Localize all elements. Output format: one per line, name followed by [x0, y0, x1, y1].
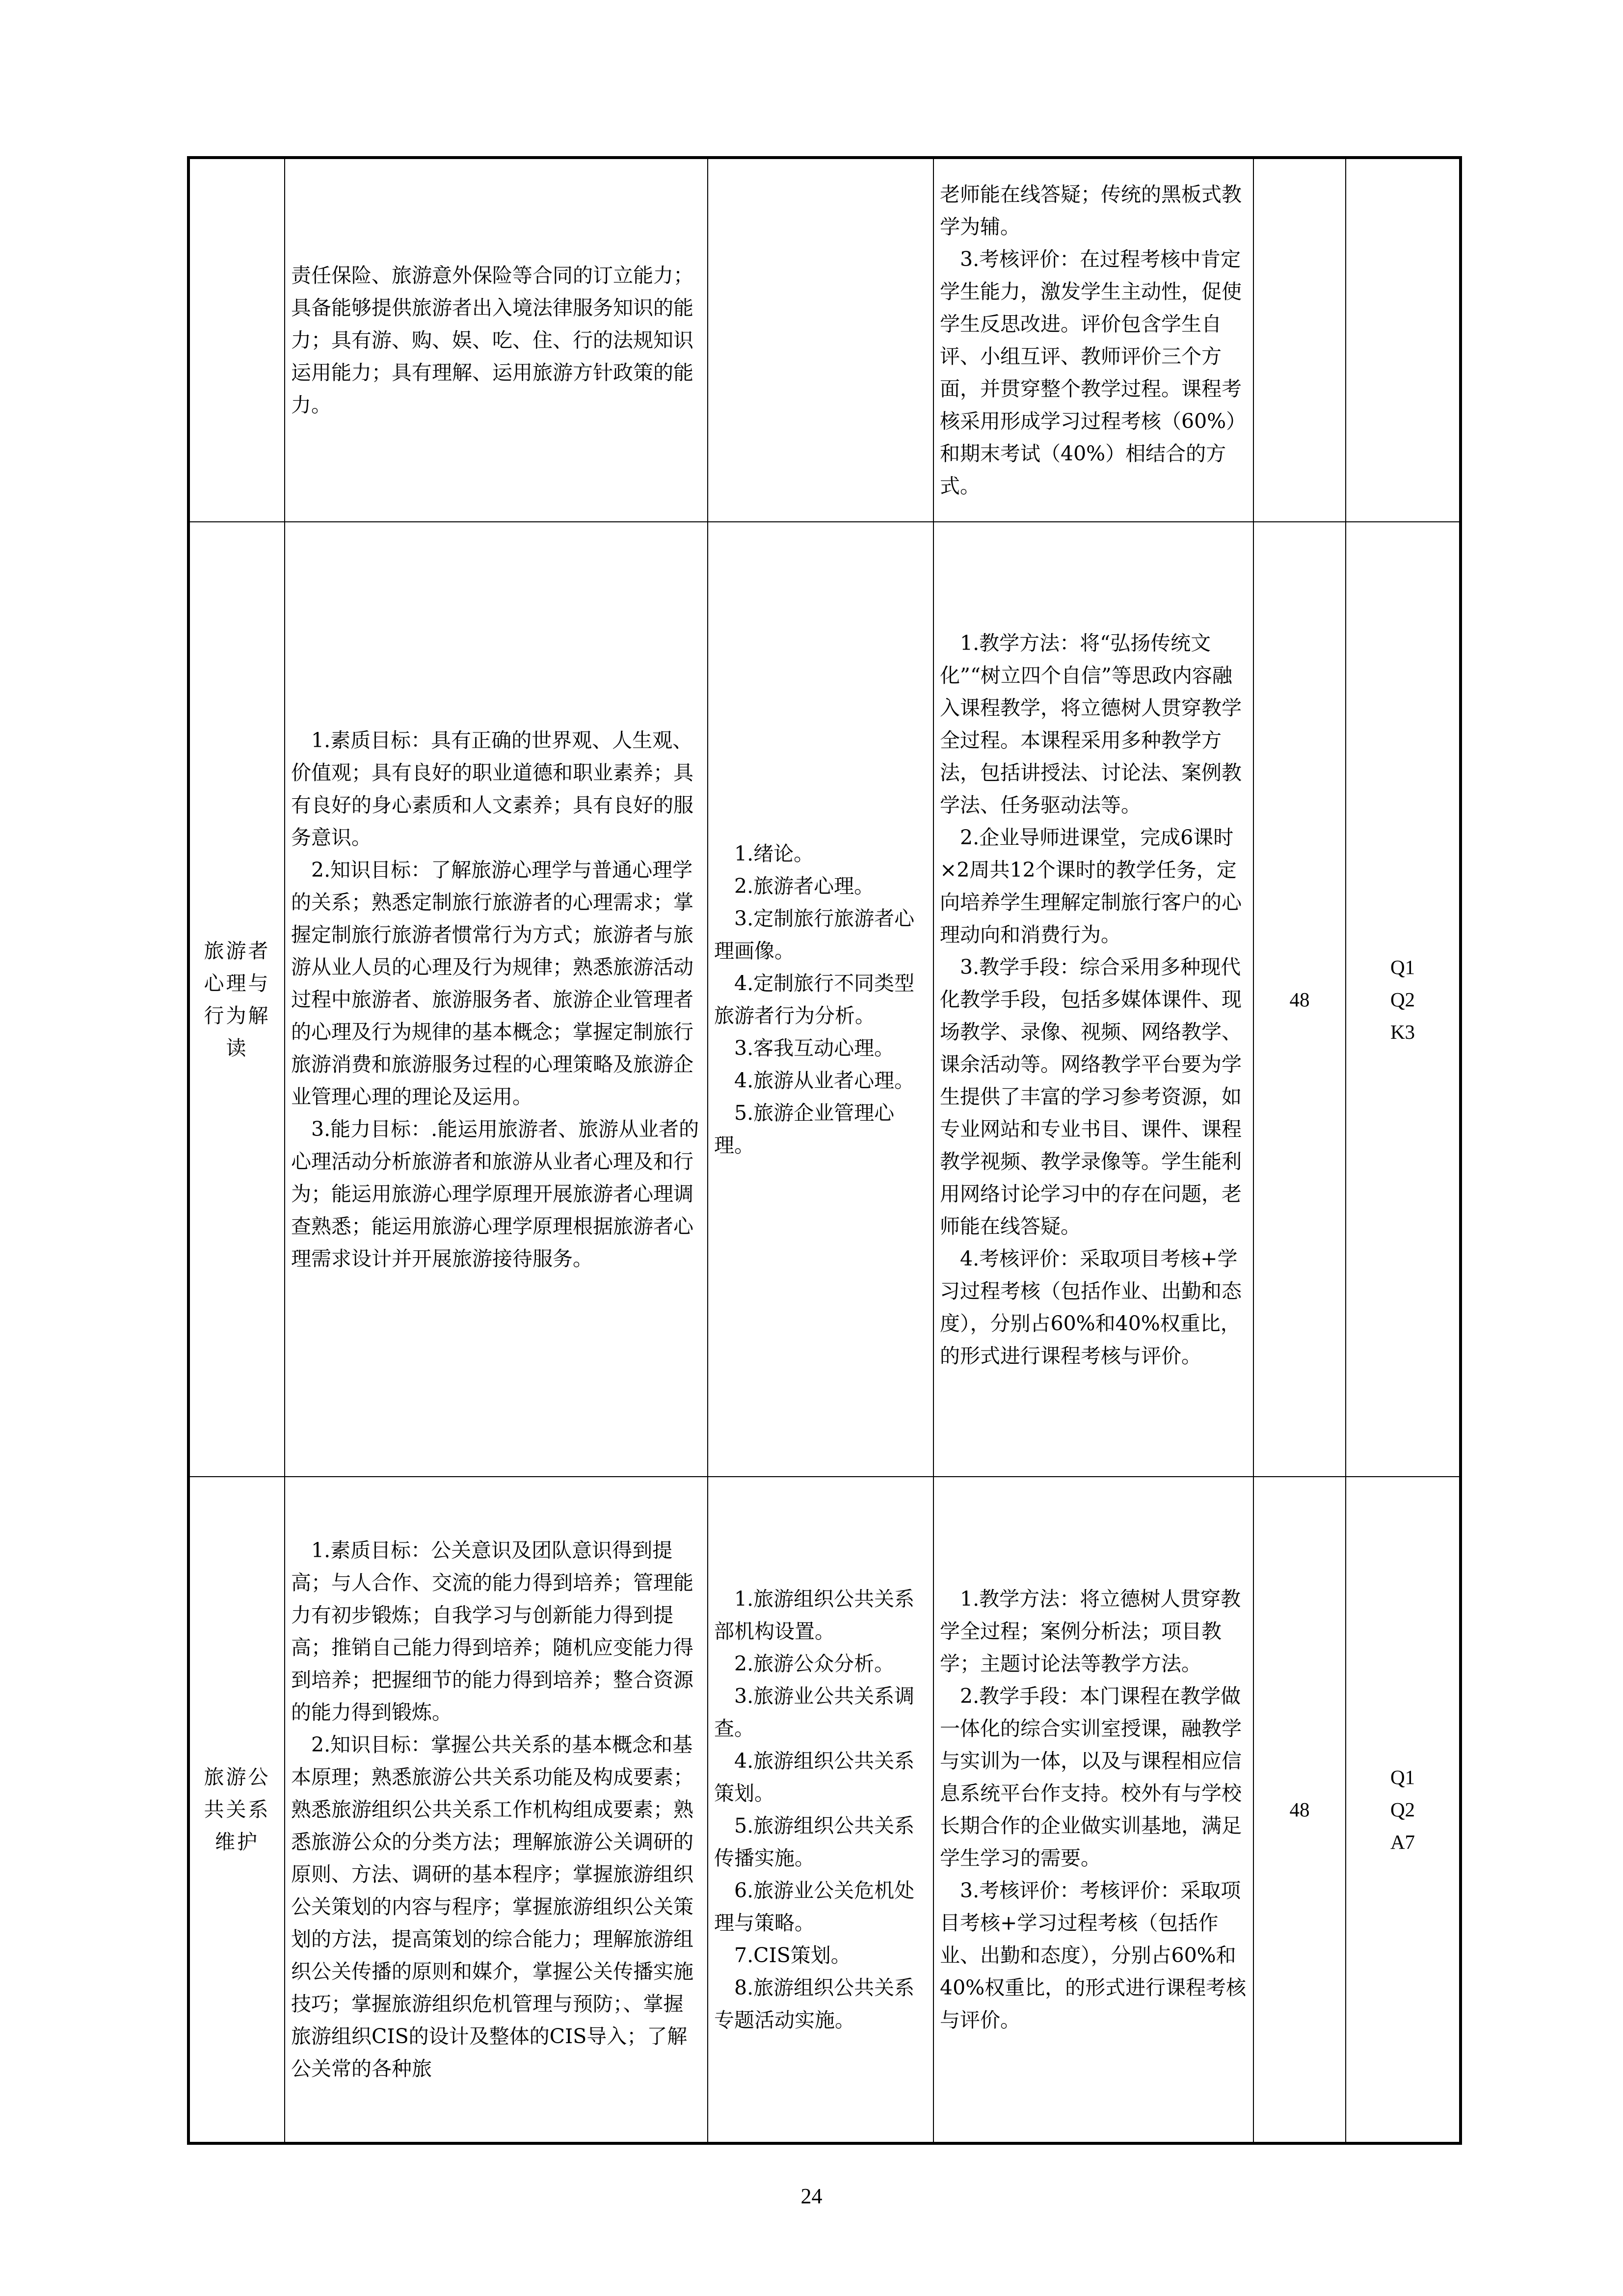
course-name-cell: [188, 158, 285, 522]
course-goals-cell: 1.素质目标：公关意识及团队意识得到提高；与人合作、交流的能力得到培养；管理能力有初步锻炼；自我学习与创新能力得到提高；推销自己能力得到培养；随机应变能力得到培养；把握细节的能力得到培养；整合资源的能力得到锻炼。 2.知识目标：掌握公共关系的基本概念和基本原理；熟悉旅游公共关系功能及构成要素；熟悉旅游组织公共关系工作机构组成要素；熟悉旅游公众的分类方法；理解旅游公关调研的原则、方法、调研的基本程序；掌握旅游组织公关策划的内容与程序；掌握旅游组织公关策划的方法，提高策划的综合能力；理解旅游组织公关传播的原则和媒介，掌握公关传播实施技巧；掌握旅游组织危机管理与预防；、掌握旅游组织CIS的设计及整体的CIS导入；了解公关常的各种旅: [285, 1477, 708, 2143]
hours-cell: 48: [1253, 522, 1346, 1477]
teaching-requirements-cell: 1.教学方法：将立德树人贯穿教学全过程；案例分析法；项目教学；主题讨论法等教学方法。 2.教学手段：本门课程在教学做一体化的综合实训室授课，融教学与实训为一体，以及与课程相应信息系统平台作支持。校外有与学校长期合作的企业做实训基地，满足学生学习的需要。 3.考核评价：考核评价：采取项目考核+学习过程考核（包括作业、出勤和态度），分别占60%和40%权重比，的形式进行课程考核与评价。: [933, 1477, 1253, 2143]
hours-cell: 48: [1253, 1477, 1346, 2143]
course-content-cell: [708, 158, 933, 522]
page-number: 24: [800, 2184, 823, 2208]
course-content-cell: 1.绪论。 2.旅游者心理。 3.定制旅行旅游者心理画像。 4.定制旅行不同类型旅游者行为分析。 3.客我互动心理。 4.旅游从业者心理。 5.旅游企业管理心理。: [708, 522, 933, 1477]
table-row-public-relations: [188, 1477, 1461, 2143]
course-name-cell: 旅游公共关系维护: [188, 1477, 285, 2143]
ability-codes-cell: Q1 Q2 A7: [1346, 1477, 1461, 2143]
course-goals-cell: 责任保险、旅游意外保险等合同的订立能力；具备能够提供旅游者出入境法律服务知识的能力；具有游、购、娱、吃、住、行的法规知识运用能力；具有理解、运用旅游方针政策的能力。: [285, 158, 708, 522]
table-row-tourist-psychology: [188, 522, 1461, 1477]
course-content-cell: 1.旅游组织公共关系部机构设置。 2.旅游公众分析。 3.旅游业公共关系调查。 4.旅游组织公共关系策划。 5.旅游组织公共关系传播实施。 6.旅游业公关危机处理与策略。 7.CIS策划。 8.旅游组织公共关系专题活动实施。: [708, 1477, 933, 2143]
course-name-cell: 旅游者心理与行为解读: [188, 522, 285, 1477]
teaching-requirements-cell: 1.教学方法：将“弘扬传统文化”“树立四个自信”等思政内容融入课程教学，将立德树人贯穿教学全过程。本课程采用多种教学方法，包括讲授法、讨论法、案例教学法、任务驱动法等。 2.企业导师进课堂，完成6课时×2周共12个课时的教学任务，定向培养学生理解定制旅行客户的心理动向和消费行为。 3.教学手段：综合采用多种现代化教学手段，包括多媒体课件、现场教学、录像、视频、网络教学、课余活动等。网络教学平台要为学生提供了丰富的学习参考资源，如专业网站和专业书目、课件、课程教学视频、教学录像等。学生能利用网络讨论学习中的存在问题，老师能在线答疑。 4.考核评价：采取项目考核+学习过程考核（包括作业、出勤和态度），分别占60%和40%权重比，的形式进行课程考核与评价。: [933, 522, 1253, 1477]
course-syllabus-table: [187, 156, 1462, 2145]
ability-codes-cell: [1346, 158, 1461, 522]
ability-codes-cell: Q1 Q2 K3: [1346, 522, 1461, 1477]
course-goals-cell: 1.素质目标：具有正确的世界观、人生观、价值观；具有良好的职业道德和职业素养；具有良好的身心素质和人文素养；具有良好的服务意识。 2.知识目标：了解旅游心理学与普通心理学的关系；熟悉定制旅行旅游者的心理需求；掌握定制旅行旅游者惯常行为方式；旅游者与旅游从业人员的心理及行为规律；熟悉旅游活动过程中旅游者、旅游服务者、旅游企业管理者的心理及行为规律的基本概念；掌握定制旅行旅游消费和旅游服务过程的心理策略及旅游企业管理心理的理论及运用。 3.能力目标：.能运用旅游者、旅游从业者的心理活动分析旅游者和旅游从业者心理及和行为；能运用旅游心理学原理开展旅游者心理调查熟悉；能运用旅游心理学原理根据旅游者心理需求设计并开展旅游接待服务。: [285, 522, 708, 1477]
teaching-requirements-cell: 老师能在线答疑；传统的黑板式教学为辅。 3.考核评价：在过程考核中肯定学生能力，激发学生主动性，促使学生反思改进。评价包含学生自评、小组互评、教师评价三个方面，并贯穿整个教学过程。课程考核采用形成学习过程考核（60%）和期末考试（40%）相结合的方式。: [933, 158, 1253, 522]
table-row-continued: [188, 158, 1461, 522]
hours-cell: [1253, 158, 1346, 522]
